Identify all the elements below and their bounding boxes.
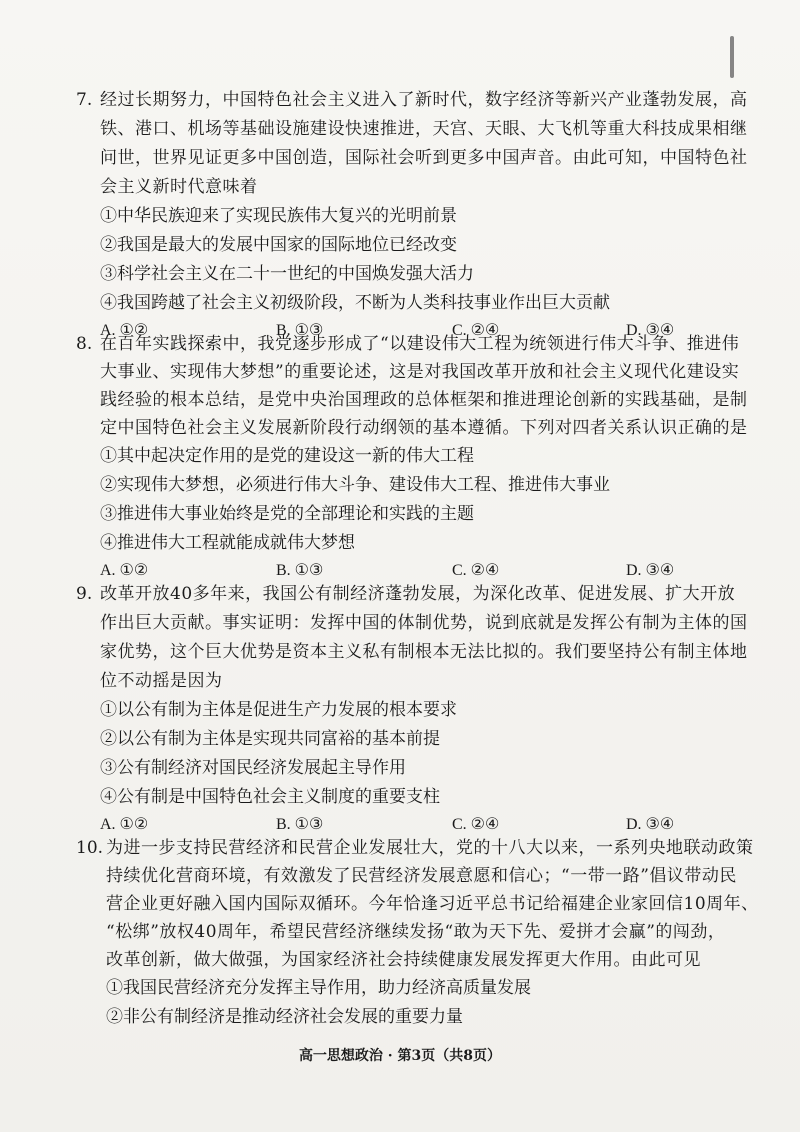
stem-line: 会主义新时代意味着 (100, 177, 258, 197)
option-3: ③公有制经济对国民经济发展起主导作用 (100, 758, 406, 778)
choice-d: D. ③④ (626, 816, 675, 833)
stem-line: 践经验的根本总结，是党中央治国理政的总体框架和推进理论创新的实践基础，是制 (100, 390, 748, 410)
choice-c: C. ②④ (452, 562, 500, 579)
option-2: ②我国是最大的发展中国家的国际地位已经改变 (100, 235, 457, 255)
option-4: ④推进伟大工程就能成就伟大梦想 (100, 533, 355, 553)
option-1: ①以公有制为主体是促进生产力发展的根本要求 (100, 700, 457, 720)
choice-b: B. ①③ (276, 562, 324, 579)
stem-line: 改革开放40多年来，我国公有制经济蓬勃发展，为深化改革、促进发展、扩大开放 (100, 584, 736, 604)
option-1: ①我国民营经济充分发挥主导作用，助力经济高质量发展 (106, 978, 531, 998)
question-number: 7. (76, 90, 93, 110)
option-2: ②以公有制为主体是实现共同富裕的基本前提 (100, 729, 440, 749)
stem-line: 位不动摇是因为 (100, 671, 223, 691)
option-4: ④我国跨越了社会主义初级阶段，不断为人类科技事业作出巨大贡献 (100, 293, 610, 313)
stem-line: 定中国特色社会主义发展新阶段行动纲领的基本遵循。下列对四者关系认识正确的是 (100, 418, 748, 438)
choice-d: D. ③④ (626, 322, 675, 339)
page-footer: 高一思想政治 · 第3页（共8页） (298, 1048, 502, 1064)
stem-line: 问世，世界见证更多中国创造，国际社会听到更多中国声音。由此可知，中国特色社 (100, 148, 748, 168)
choice-a: A. ①② (100, 322, 149, 339)
question-number: 8. (76, 334, 93, 354)
stem-line: 营企业更好融入国内国际双循环。今年恰逢习近平总书记给福建企业家回信10周年、 (106, 894, 759, 914)
stem-line: 在百年实践探索中，我党逐步形成了“以建设伟大工程为统领进行伟大斗争、推进伟 (100, 334, 740, 354)
option-3: ③推进伟大事业始终是党的全部理论和实践的主题 (100, 504, 474, 524)
option-1: ①中华民族迎来了实现民族伟大复兴的光明前景 (100, 206, 457, 226)
stem-line: 改革创新，做大做强，为国家经济社会持续健康发展发挥更大作用。由此可见 (106, 950, 701, 970)
choice-a: A. ①② (100, 816, 149, 833)
choice-b: B. ①③ (276, 816, 324, 833)
choice-d: D. ③④ (626, 562, 675, 579)
choice-b: B. ①③ (276, 322, 324, 339)
option-2: ②非公有制经济是推动经济社会发展的重要力量 (106, 1007, 463, 1027)
choice-c: C. ②④ (452, 816, 500, 833)
stem-line: 经过长期努力，中国特色社会主义进入了新时代，数字经济等新兴产业蓬勃发展，高 (100, 90, 748, 110)
scan-edge-mark (730, 36, 734, 78)
stem-line: 大事业、实现伟大梦想”的重要论述，这是对我国改革开放和社会主义现代化建设实 (100, 362, 740, 382)
stem-line: 作出巨大贡献。事实证明：发挥中国的体制优势，说到底就是发挥公有制为主体的国 (100, 613, 748, 633)
stem-line: 铁、港口、机场等基础设施建设快速推进，天宫、天眼、大飞机等重大科技成果相继 (100, 119, 748, 139)
stem-line: 家优势，这个巨大优势是资本主义私有制根本无法比拟的。我们要坚持公有制主体地 (100, 642, 748, 662)
choice-a: A. ①② (100, 562, 149, 579)
stem-line: “松绑”放权40周年，希望民营经济继续发扬“敢为天下先、爱拼才会赢”的闯劲， (106, 922, 726, 942)
option-4: ④公有制是中国特色社会主义制度的重要支柱 (100, 787, 440, 807)
choice-c: C. ②④ (452, 322, 500, 339)
question-number: 9. (76, 584, 93, 604)
stem-line: 持续优化营商环境，有效激发了民营经济发展意愿和信心；“一带一路”倡议带动民 (106, 866, 737, 886)
option-3: ③科学社会主义在二十一世纪的中国焕发强大活力 (100, 264, 474, 284)
stem-line: 为进一步支持民营经济和民营企业发展壮大，党的十八大以来，一系列央地联动政策 (106, 838, 754, 858)
question-number: 10. (76, 838, 104, 858)
option-2: ②实现伟大梦想，必须进行伟大斗争、建设伟大工程、推进伟大事业 (100, 475, 610, 495)
option-1: ①其中起决定作用的是党的建设这一新的伟大工程 (100, 446, 474, 466)
